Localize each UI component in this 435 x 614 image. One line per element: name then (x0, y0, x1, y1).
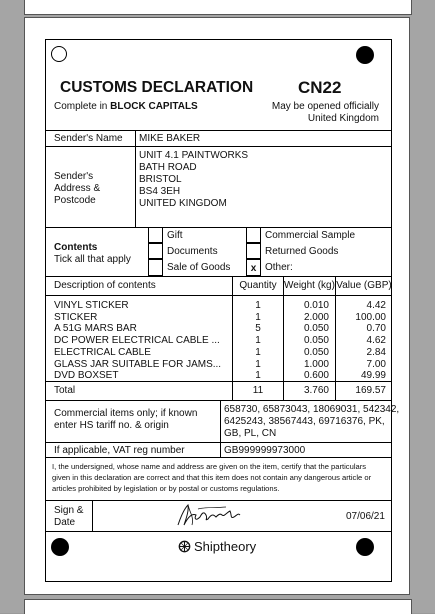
tariff-label: enter HS tariff no. & origin (54, 420, 169, 431)
item-quantity: 1 (255, 311, 261, 323)
item-description: DVD BOXSET (54, 370, 119, 382)
country-text: United Kingdom (307, 113, 379, 124)
label-page (24, 17, 410, 595)
item-value: 7.00 (366, 358, 386, 370)
contents-title: Contents (54, 242, 98, 253)
item-weight: 0.600 (303, 370, 329, 382)
item-weight: 0.010 (303, 300, 329, 311)
column-header-quantity: Quantity (239, 280, 277, 291)
item-value: 4.62 (366, 335, 386, 347)
documents-label: Documents (167, 246, 218, 257)
next-page-edge (24, 599, 412, 614)
item-quantity: 1 (255, 358, 261, 370)
address-line: BRISTOL (139, 174, 182, 185)
sale-of-goods-checkbox[interactable] (148, 259, 163, 276)
sale-of-goods-label: Sale of Goods (167, 262, 231, 273)
item-quantity: 5 (255, 323, 261, 335)
item-value: 49.99 (360, 370, 386, 382)
date-label: Date (54, 517, 76, 528)
item-value: 100.00 (355, 311, 386, 323)
checkbox-check-mark: x (250, 263, 257, 274)
returned-goods-checkbox[interactable] (246, 243, 261, 259)
previous-page-edge (24, 0, 412, 15)
item-weight: 0.050 (303, 346, 329, 358)
sender-address-label: Postcode (54, 195, 96, 206)
opened-officially-text: May be opened officially (271, 101, 379, 112)
cn22-form (45, 39, 400, 582)
address-line: BATH ROAD (139, 162, 197, 173)
column-header-value: Value (GBP) (336, 280, 392, 291)
item-description: VINYL STICKER (54, 300, 129, 311)
item-description: ELECTRICAL CABLE (54, 346, 151, 358)
item-value: 4.42 (366, 300, 386, 311)
item-value: 0.70 (366, 323, 386, 335)
address-line: BS4 3EH (139, 186, 181, 197)
documents-checkbox[interactable] (148, 243, 163, 259)
item-description: STICKER (54, 311, 98, 323)
tariff-value-line: GB, PL, CN (224, 428, 277, 439)
sender-address-label: Address & (54, 183, 101, 194)
form-code: CN22 (298, 78, 342, 97)
item-quantity: 1 (255, 335, 261, 347)
vat-value: GB999999973000 (224, 445, 306, 456)
address-line: UNIT 4.1 PAINTWORKS (139, 150, 249, 161)
tariff-value-line: 6425243, 38567443, 69716376, PK, (224, 416, 385, 427)
commercial-sample-checkbox[interactable] (246, 227, 261, 243)
returned-goods-label: Returned Goods (265, 246, 339, 257)
total-value: 169.57 (355, 385, 386, 396)
gift-label: Gift (167, 230, 183, 241)
other-label: Other: (265, 262, 293, 273)
item-weight: 0.050 (303, 335, 329, 347)
sender-name-label: Sender's Name (54, 133, 123, 144)
column-header-description: Description of contents (54, 280, 156, 291)
shiptheory-logo-icon (178, 540, 191, 553)
tariff-value-line: 658730, 65873043, 18069031, 542342, (224, 404, 400, 415)
tariff-label: Commercial items only; if known (54, 408, 198, 419)
sender-address-label: Sender's (54, 171, 94, 182)
certification-line: I, the undersigned, whose name and address are given on the item, certify that the particulars (52, 462, 367, 471)
total-label: Total (54, 385, 76, 396)
item-quantity: 1 (255, 370, 261, 382)
brand-name: Shiptheory (194, 539, 257, 554)
total-quantity: 11 (252, 385, 264, 396)
item-description: GLASS JAR SUITABLE FOR JAMS... (54, 358, 222, 370)
item-value: 2.84 (366, 346, 386, 358)
instruction-text: Complete in BLOCK CAPITALS (54, 101, 198, 112)
item-weight: 1.000 (303, 358, 329, 370)
item-quantity: 1 (255, 300, 261, 311)
vat-label: If applicable, VAT reg number (54, 445, 185, 456)
address-line: UNITED KINGDOM (139, 198, 227, 209)
item-quantity: 1 (255, 346, 261, 358)
column-header-weight: Weight (kg) (284, 280, 335, 291)
signature-image (174, 503, 244, 529)
sender-name-value: MIKE BAKER (139, 133, 201, 144)
item-description: DC POWER ELECTRICAL CABLE ... (54, 335, 220, 347)
contents-subtitle: Tick all that apply (54, 254, 131, 265)
form-title: CUSTOMS DECLARATION (60, 79, 254, 96)
gift-checkbox[interactable] (148, 227, 163, 243)
commercial-sample-label: Commercial Sample (265, 230, 356, 241)
item-weight: 0.050 (303, 323, 329, 335)
total-weight: 3.760 (303, 385, 329, 396)
sign-date: 07/06/21 (346, 511, 385, 522)
item-description: A 51G MARS BAR (54, 323, 137, 335)
sign-label: Sign & (54, 505, 84, 516)
other-checkbox[interactable] (246, 259, 261, 276)
certification-line: given in this declaration are correct and that this item does not contain any dangerous article or (52, 473, 372, 482)
item-weight: 2.000 (303, 311, 329, 323)
certification-line: articles prohibited by legislation or by postal or customs regulations. (52, 484, 280, 493)
